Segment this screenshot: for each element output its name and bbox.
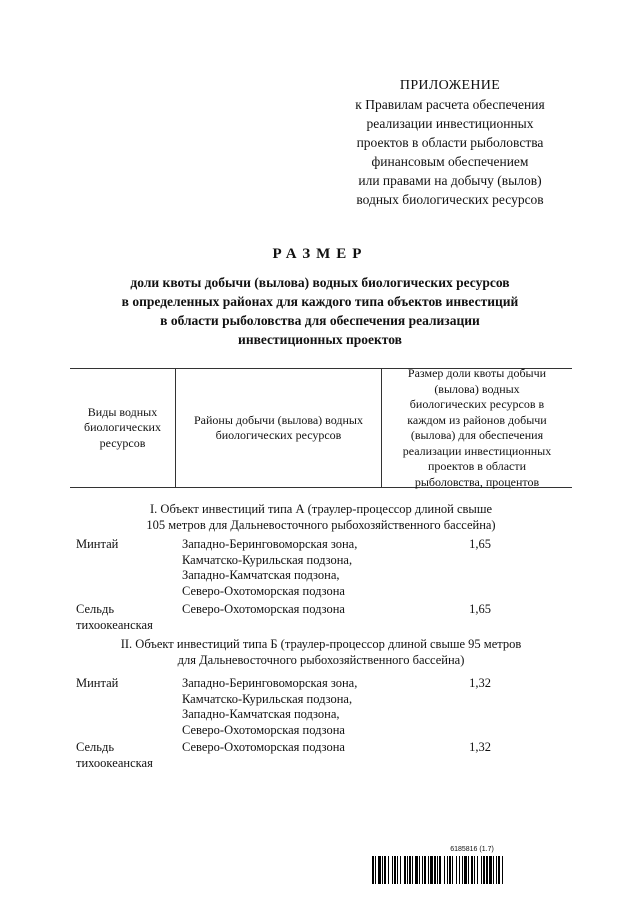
areas-cell: Северо-Охотоморская подзона xyxy=(182,740,345,754)
subtitle-line: доли квоты добычи (вылова) водных биологических ресурсов xyxy=(130,275,510,290)
species-cell: Минтай xyxy=(76,537,119,551)
appendix-line: водных биологических ресурсов xyxy=(356,192,544,207)
section-heading: I. Объект инвестиций типа А (траулер-процессор длиной свыше 105 метров для Дальневосточного рыбохозяйственного бассейна) xyxy=(146,502,496,532)
appendix-line: или правами на добычу (вылов) xyxy=(358,173,542,188)
share-value: 1,32 xyxy=(469,740,491,754)
share-value: 1,65 xyxy=(469,602,491,616)
appendix-line: к Правилам расчета обеспечения xyxy=(355,97,545,112)
appendix-line: финансовым обеспечением xyxy=(371,154,529,169)
share-value: 1,65 xyxy=(469,537,491,551)
header-species: Виды водных биологических ресурсов xyxy=(84,404,161,450)
section-heading: II. Объект инвестиций типа Б (траулер-процессор длиной свыше 95 метров для Дальневосточного рыбохозяйственного бассейна) xyxy=(120,637,522,667)
subtitle-line: в определенных районах для каждого типа объектов инвестиций xyxy=(121,294,519,309)
header-share: Размер доли квоты добычи (вылова) водных биологических ресурсов в каждом из районов добычи (вылова) для обеспечения реализации инвестиционных проектов в области рыболовства, процентов xyxy=(402,366,552,489)
species-cell: Минтай xyxy=(76,676,119,690)
share-value: 1,32 xyxy=(469,676,491,690)
subtitle-line: в области рыболовства для обеспечения реализации xyxy=(160,313,480,328)
document-subtitle xyxy=(70,273,570,349)
barcode-number: 6185816 (1.7) xyxy=(450,846,494,853)
areas-cell: Северо-Охотоморская подзона xyxy=(182,602,345,616)
species-cell: Сельдь тихоокеанская xyxy=(76,602,153,632)
appendix-block xyxy=(330,76,570,209)
appendix-heading: ПРИЛОЖЕНИЕ xyxy=(399,78,501,93)
subtitle-line: инвестиционных проектов xyxy=(238,332,402,347)
appendix-line: проектов в области рыболовства xyxy=(356,135,544,150)
species-cell: Сельдь тихоокеанская xyxy=(76,740,153,770)
barcode-graphic xyxy=(372,856,598,884)
areas-cell: Западно-Беринговоморская зона, Камчатско-Курильская подзона, Западно-Камчатская подзона, Северо-Охотоморская подзона xyxy=(182,676,358,737)
header-areas: Районы добычи (вылова) водных биологических ресурсов xyxy=(193,412,363,442)
table-header xyxy=(70,368,572,488)
areas-cell: Западно-Беринговоморская зона, Камчатско-Курильская подзона, Западно-Камчатская подзона, Северо-Охотоморская подзона xyxy=(182,537,358,598)
appendix-line: реализации инвестиционных xyxy=(366,116,534,131)
barcode-block xyxy=(372,846,598,884)
document-title: РАЗМЕР xyxy=(272,246,368,262)
